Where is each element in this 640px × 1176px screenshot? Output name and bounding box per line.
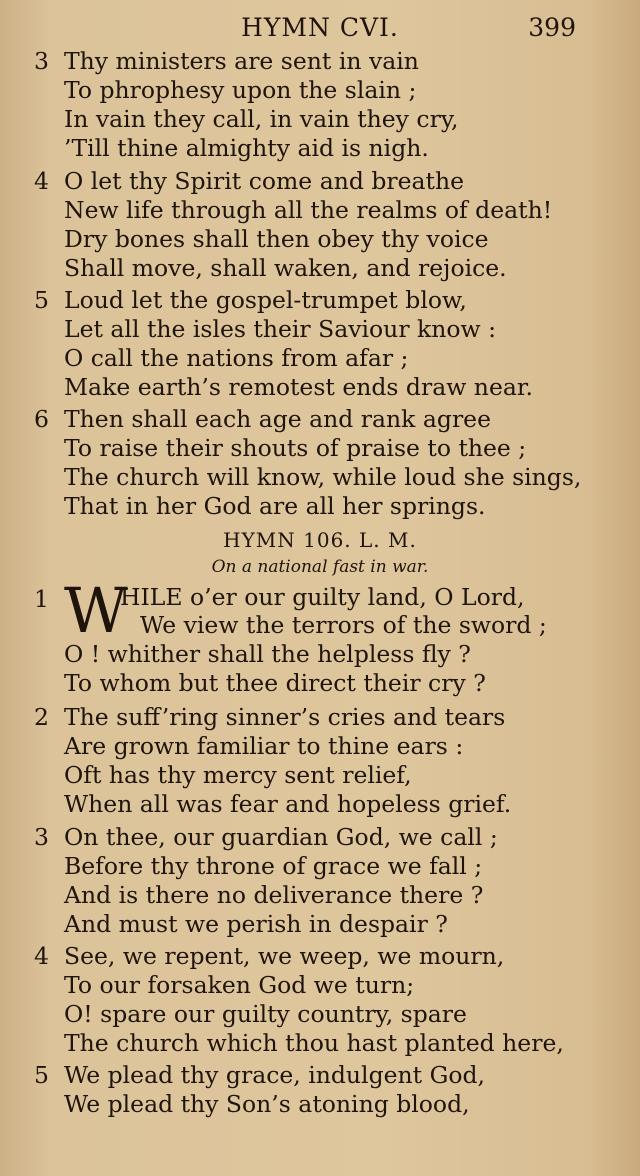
stanza-number: 3 bbox=[34, 47, 49, 75]
verse-line: The church which thou hast planted here, bbox=[64, 1029, 564, 1057]
verse-line: Shall move, shall waken, and rejoice. bbox=[64, 254, 507, 282]
verse-line: To our forsaken God we turn; bbox=[64, 971, 415, 999]
verse-line: Loud let the gospel-trumpet blow, bbox=[64, 286, 467, 314]
verse-line: And is there no deliverance there ? bbox=[64, 881, 484, 909]
drop-cap: W bbox=[64, 574, 128, 647]
stanza-number: 5 bbox=[34, 1061, 49, 1089]
verse-line: O call the nations from afar ; bbox=[64, 344, 409, 372]
verse-line: HILE o’er our guilty land, O Lord, bbox=[120, 583, 525, 611]
verse-line: Oft has thy mercy sent relief, bbox=[64, 761, 412, 789]
verse-line: To raise their shouts of praise to thee ; bbox=[64, 434, 527, 462]
verse-line: O let thy Spirit come and breathe bbox=[64, 167, 465, 195]
verse-line: We plead thy grace, indulgent God, bbox=[64, 1061, 486, 1089]
verse-line: When all was fear and hopeless grief. bbox=[64, 790, 512, 818]
verse-line: To phrophesy upon the slain ; bbox=[64, 76, 417, 104]
verse-line: O ! whither shall the helpless fly ? bbox=[64, 640, 471, 668]
stanza-number: 4 bbox=[34, 167, 49, 195]
stanza-number: 2 bbox=[34, 703, 49, 731]
verse-line: In vain they call, in vain they cry, bbox=[64, 105, 459, 133]
verse-line: On thee, our guardian God, we call ; bbox=[64, 823, 498, 851]
page-number: 399 bbox=[528, 13, 576, 42]
verse-line: We plead thy Son’s atoning blood, bbox=[64, 1090, 470, 1118]
stanza-number: 3 bbox=[34, 823, 49, 851]
verse-line: The suff’ring sinner’s cries and tears bbox=[64, 703, 506, 731]
hymn-heading: HYMN 106. L. M. bbox=[223, 528, 417, 552]
verse-line: Then shall each age and rank agree bbox=[64, 405, 491, 433]
stanza-number: 5 bbox=[34, 286, 49, 314]
verse-line: To whom but thee direct their cry ? bbox=[64, 669, 486, 697]
verse-line: Make earth’s remotest ends draw near. bbox=[64, 373, 533, 401]
verse-line: The church will know, while loud she sings, bbox=[64, 463, 582, 491]
page-header bbox=[0, 8, 640, 48]
verse-line: Let all the isles their Saviour know : bbox=[64, 315, 497, 343]
stanza-number: 6 bbox=[34, 405, 49, 433]
verse-line: Thy ministers are sent in vain bbox=[64, 47, 419, 75]
verse-line: Before thy throne of grace we fall ; bbox=[64, 852, 483, 880]
verse-line: Are grown familiar to thine ears : bbox=[64, 732, 464, 760]
verse-line: See, we repent, we weep, we mourn, bbox=[64, 942, 505, 970]
stanza-number: 1 bbox=[34, 585, 49, 613]
running-title: HYMN CVI. bbox=[241, 13, 399, 42]
verse-line: We view the terrors of the sword ; bbox=[140, 611, 547, 639]
verse-line: That in her God are all her springs. bbox=[64, 492, 486, 520]
hymn-occasion: On a national fast in war. bbox=[211, 557, 429, 577]
verse-line: ’Till thine almighty aid is nigh. bbox=[64, 134, 429, 162]
verse-line: And must we perish in despair ? bbox=[64, 910, 448, 938]
verse-line: New life through all the realms of death! bbox=[64, 196, 553, 224]
stanza-number: 4 bbox=[34, 942, 49, 970]
verse-line: O! spare our guilty country, spare bbox=[64, 1000, 467, 1028]
verse-line: Dry bones shall then obey thy voice bbox=[64, 225, 489, 253]
